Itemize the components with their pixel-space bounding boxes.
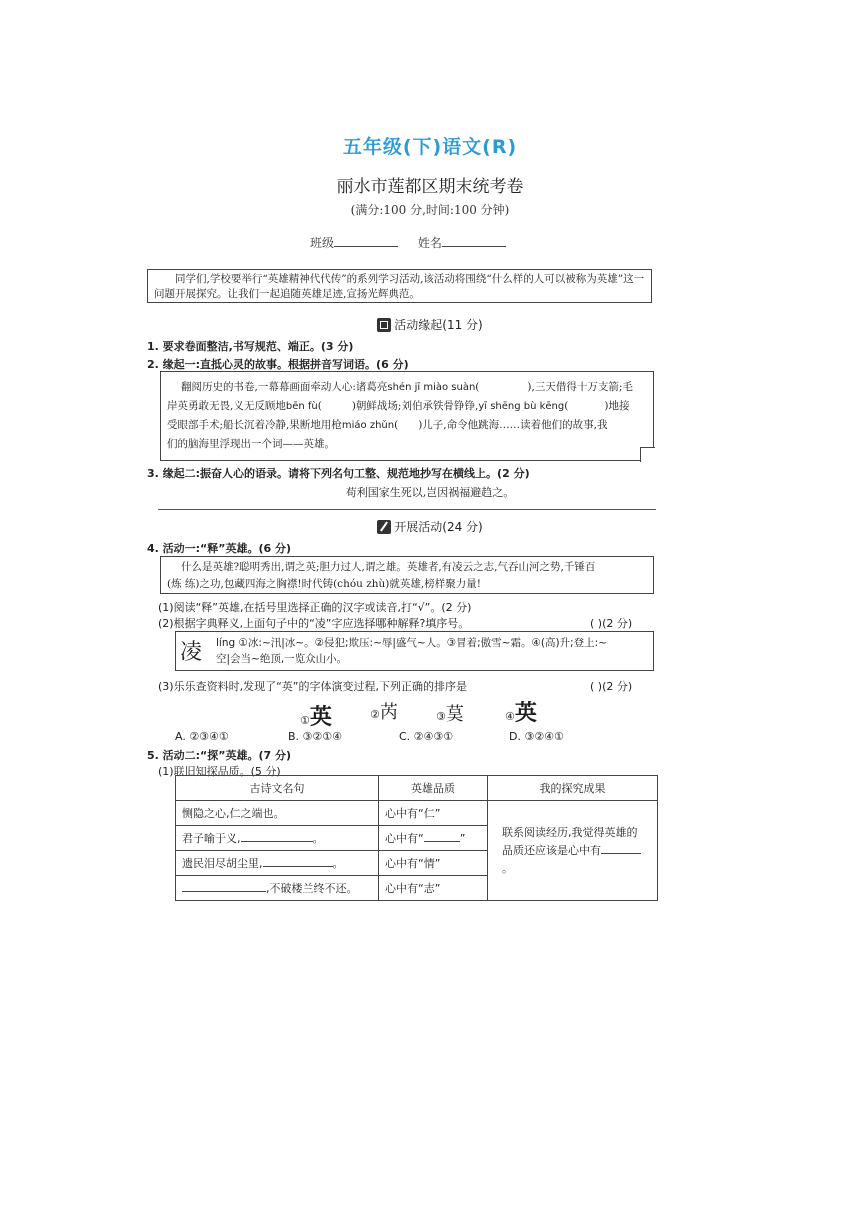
class-field[interactable] <box>334 235 398 247</box>
question-4-3: (3)乐乐查资料时,发现了“英”的字体演变过程,下列正确的排序是 <box>158 680 467 693</box>
passage-line-2: 岸英勇敢无畏,义无反顾地bēn fù( )朝鲜战场;刘伯承铁骨铮铮,yī shēng bù kēng( )地接 <box>167 400 630 412</box>
header-result: 我的探究成果 <box>488 776 658 801</box>
question-5-1: (1)联旧知探品质。(5 分) <box>158 765 281 778</box>
result-blank[interactable] <box>601 842 641 854</box>
passage-line-3: 受眼部手术;船长沉着冷静,果断地用枪miáo zhǔn( )儿子,命令他跳海……读着他们的故事,我 <box>167 419 608 431</box>
passage-line-4: 们的脑海里浮现出一个词——英雄。 <box>167 438 335 450</box>
section-head-activities <box>0 518 860 535</box>
choice-options <box>175 730 595 744</box>
question-4-1: (1)阅读“释”英雄,在括号里选择正确的汉字或读音,打“√”。(2 分) <box>158 601 472 614</box>
answer-paren-4-3[interactable]: ( )(2 分) <box>590 680 633 693</box>
book-icon <box>377 318 391 332</box>
student-info-line <box>310 234 506 251</box>
quality-cell: 心中有“仁” <box>379 801 488 826</box>
question-3: 3. 缘起二:振奋人心的语录。请将下列名句工整、规范地抄写在横线上。(2 分) <box>147 467 530 480</box>
evolution-item-1: ①英 <box>300 704 332 730</box>
pen-icon <box>377 520 391 534</box>
section-title: 开展活动(24 分) <box>394 520 483 534</box>
quality-cell: 心中有“情” <box>379 851 488 876</box>
question-5: 5. 活动二:“探”英雄。(7 分) <box>147 749 292 762</box>
choice-b[interactable]: B. ③②①④ <box>288 730 342 743</box>
question-1: 1. 要求卷面整洁,书写规范、端正。(3 分) <box>147 340 354 353</box>
poem-blank[interactable] <box>182 880 266 892</box>
answer-paren-4-2[interactable]: ( )(2 分) <box>590 617 633 630</box>
poem-cell: 遗民泪尽胡尘里, 。 <box>176 851 379 876</box>
definition-line-2: (炼 练)之功,包藏四海之胸襟!时代铸(chóu zhù)就英雄,榜样聚力量! <box>167 578 481 590</box>
choice-a[interactable]: A. ②③④① <box>175 730 229 743</box>
passage-line-1: 翻阅历史的书卷,一幕幕画面牵动人心:诸葛亮shén jī miào suàn( ),三天借得十万支箭;毛 <box>181 381 633 393</box>
pinyin-1: shén jī miào suàn <box>387 382 476 393</box>
intro-text: 同学们,学校要举行“英雄精神代代传”的系列学习活动,该活动将围绕“什么样的人可以被称为英雄”这一问题开展探究。让我们一起追随英雄足迹,宣扬光辉典范。 <box>154 273 645 300</box>
evolution-item-2: ②芮 <box>370 702 397 723</box>
exam-name: 丽水市莲都区期末统考卷 <box>336 177 524 197</box>
quality-cell: 心中有“志” <box>379 876 488 901</box>
hero-definition-box <box>160 556 654 594</box>
quality-blank[interactable] <box>424 830 460 842</box>
table-header-row <box>176 776 658 801</box>
name-label: 姓名 <box>417 236 442 250</box>
page-title: 五年级(下)语文(R) <box>342 136 518 158</box>
question-4: 4. 活动一:“释”英雄。(6 分) <box>147 542 292 555</box>
section-title: 活动缘起(11 分) <box>394 318 483 332</box>
name-field[interactable] <box>442 235 506 247</box>
pinyin-2: bēn fù <box>285 401 318 412</box>
class-label: 班级 <box>310 236 335 250</box>
character-evolution <box>0 694 860 728</box>
choice-c[interactable]: C. ②④③① <box>399 730 454 743</box>
hero-quality-table <box>175 775 658 901</box>
evolution-item-3: ③茣 <box>436 704 463 725</box>
section-head-origin <box>0 316 860 333</box>
dictionary-definition: líng ①冰:~汛|冰~。②侵犯;欺压:~辱|盛气~人。③冒着;傲雪~霜。④(高)升;登上:~ 空|会当~绝顶,一览众山小。 <box>216 637 607 665</box>
poem-cell: 恻隐之心,仁之端也。 <box>176 801 379 826</box>
pinyin-3: yī shēng bù kēng <box>478 401 565 412</box>
pinyin-4: miáo zhǔn <box>341 420 395 431</box>
copy-answer-line[interactable] <box>158 509 656 510</box>
poem-blank[interactable] <box>241 830 313 842</box>
famous-quote: 苟利国家生死以,岂因祸福避趋之。 <box>345 486 515 499</box>
story-passage-box <box>160 371 654 461</box>
evolution-item-4: ④英 <box>505 700 537 726</box>
poem-cell: 君子喻于义, 。 <box>176 826 379 851</box>
exam-meta: (满分:100 分,时间:100 分钟) <box>350 203 510 217</box>
dictionary-box <box>175 631 654 671</box>
definition-line-1: 什么是英雄?聪明秀出,谓之英;胆力过人,谓之雄。英雄者,有凌云之志,气吞山河之势,千锤百 <box>181 561 596 573</box>
dictionary-character: 凌 <box>180 640 203 665</box>
quality-cell: 心中有“ ” <box>379 826 488 851</box>
poem-blank[interactable] <box>263 855 333 867</box>
result-cell: 联系阅读经历,我觉得英雄的 品质还应该是心中有。 <box>488 801 658 901</box>
poem-cell: ,不破楼兰终不还。 <box>176 876 379 901</box>
choice-d[interactable]: D. ③②④① <box>509 730 564 743</box>
question-4-2: (2)根据字典释义,上面句子中的“凌”字应选择哪种解释?填序号。 <box>158 617 470 630</box>
header-quality: 英雄品质 <box>379 776 488 801</box>
intro-box <box>147 269 652 303</box>
question-2: 2. 缘起一:直抵心灵的故事。根据拼音写词语。(6 分) <box>147 358 409 371</box>
table-row <box>176 801 658 826</box>
header-poem: 古诗文名句 <box>176 776 379 801</box>
